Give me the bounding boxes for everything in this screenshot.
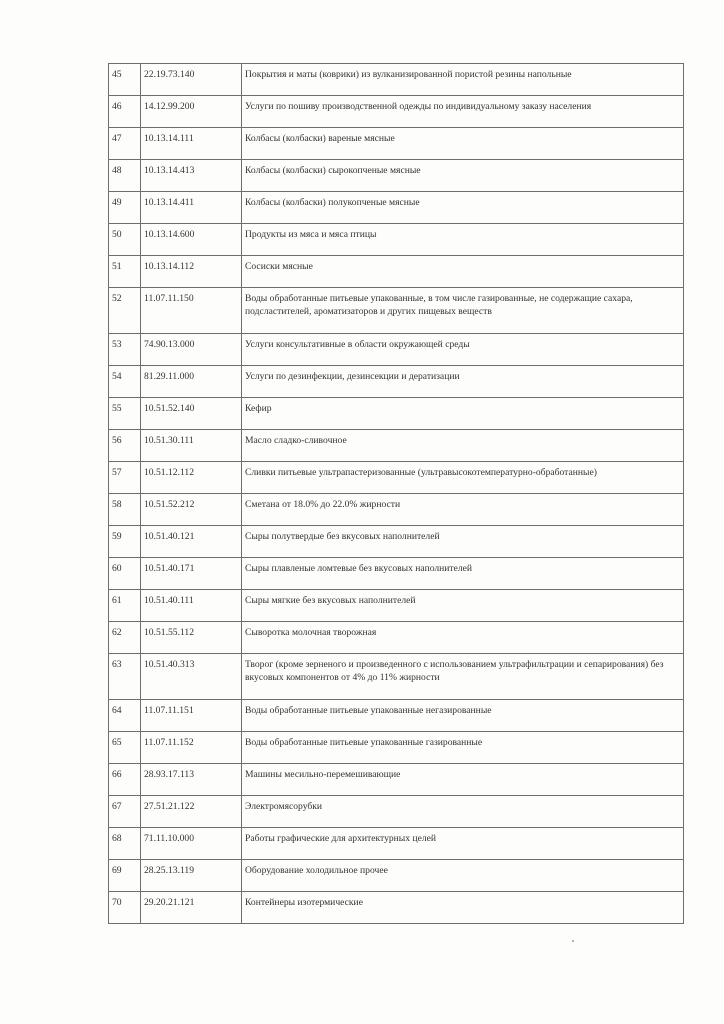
okpd-code-cell: 10.51.40.111 xyxy=(141,590,242,622)
okpd-code-cell: 10.51.40.313 xyxy=(141,654,242,700)
item-name-cell: Сливки питьевые ультрапастеризованные (ультравысокотемпературно-обработанные) xyxy=(242,462,684,494)
row-number-cell: 49 xyxy=(109,192,141,224)
table-row xyxy=(109,288,684,334)
item-name-cell: Продукты из мяса и мяса птицы xyxy=(242,224,684,256)
item-name-cell: Колбасы (колбаски) сырокопченые мясные xyxy=(242,160,684,192)
item-name-cell: Контейнеры изотермические xyxy=(242,892,684,924)
item-name-cell: Творог (кроме зерненого и произведенного с использованием ультрафильтрации и сепарирования) без вкусовых компонентов от 4% до 11% жирности xyxy=(242,654,684,700)
item-name-cell: Сыры мягкие без вкусовых наполнителей xyxy=(242,590,684,622)
item-name-cell: Услуги по пошиву производственной одежды по индивидуальному заказу населения xyxy=(242,96,684,128)
row-number-cell: 67 xyxy=(109,796,141,828)
okpd-code-cell: 22.19.73.140 xyxy=(141,64,242,96)
table-row xyxy=(109,860,684,892)
okpd-code-cell: 11.07.11.151 xyxy=(141,700,242,732)
table-row xyxy=(109,462,684,494)
okpd-code-cell: 10.51.55.112 xyxy=(141,622,242,654)
row-number-cell: 45 xyxy=(109,64,141,96)
item-name-cell: Электромясорубки xyxy=(242,796,684,828)
okpd-code-cell: 10.51.30.111 xyxy=(141,430,242,462)
item-name-cell: Сметана от 18.0% до 22.0% жирности xyxy=(242,494,684,526)
table-row xyxy=(109,558,684,590)
row-number-cell: 57 xyxy=(109,462,141,494)
table-row xyxy=(109,160,684,192)
item-name-cell: Машины месильно-перемешивающие xyxy=(242,764,684,796)
row-number-cell: 55 xyxy=(109,398,141,430)
table-row xyxy=(109,892,684,924)
okpd-code-cell: 10.51.52.140 xyxy=(141,398,242,430)
row-number-cell: 47 xyxy=(109,128,141,160)
item-name-cell: Колбасы (колбаски) вареные мясные xyxy=(242,128,684,160)
item-name-cell: Сыворотка молочная творожная xyxy=(242,622,684,654)
scan-speck xyxy=(572,940,574,942)
row-number-cell: 58 xyxy=(109,494,141,526)
row-number-cell: 54 xyxy=(109,366,141,398)
table-row xyxy=(109,796,684,828)
okpd-code-cell: 27.51.21.122 xyxy=(141,796,242,828)
item-name-cell: Кефир xyxy=(242,398,684,430)
table-row xyxy=(109,96,684,128)
okpd-code-cell: 81.29.11.000 xyxy=(141,366,242,398)
table-row xyxy=(109,700,684,732)
row-number-cell: 68 xyxy=(109,828,141,860)
okpd-code-cell: 28.93.17.113 xyxy=(141,764,242,796)
table-row xyxy=(109,654,684,700)
okpd-code-cell: 74.90.13.000 xyxy=(141,334,242,366)
table-row xyxy=(109,192,684,224)
table-row xyxy=(109,590,684,622)
table-row xyxy=(109,256,684,288)
item-name-cell: Воды обработанные питьевые упакованные, в том числе газированные, не содержащие сахара, подсластителей, ароматизаторов и других пищевых веществ xyxy=(242,288,684,334)
okpd-code-cell: 10.13.14.111 xyxy=(141,128,242,160)
okpd-code-cell: 10.51.40.171 xyxy=(141,558,242,590)
item-name-cell: Воды обработанные питьевые упакованные газированные xyxy=(242,732,684,764)
table-row xyxy=(109,224,684,256)
item-name-cell: Масло сладко-сливочное xyxy=(242,430,684,462)
row-number-cell: 52 xyxy=(109,288,141,334)
row-number-cell: 48 xyxy=(109,160,141,192)
table-row xyxy=(109,398,684,430)
row-number-cell: 61 xyxy=(109,590,141,622)
table-row xyxy=(109,526,684,558)
item-name-cell: Сосиски мясные xyxy=(242,256,684,288)
item-name-cell: Услуги по дезинфекции, дезинсекции и дератизации xyxy=(242,366,684,398)
row-number-cell: 53 xyxy=(109,334,141,366)
item-name-cell: Услуги консультативные в области окружающей среды xyxy=(242,334,684,366)
okpd-code-cell: 10.51.40.121 xyxy=(141,526,242,558)
table-row xyxy=(109,494,684,526)
table-row xyxy=(109,64,684,96)
table-row xyxy=(109,430,684,462)
row-number-cell: 64 xyxy=(109,700,141,732)
okpd-code-cell: 11.07.11.152 xyxy=(141,732,242,764)
row-number-cell: 65 xyxy=(109,732,141,764)
okpd-code-cell: 10.51.52.212 xyxy=(141,494,242,526)
table-body xyxy=(109,64,684,924)
okpd-code-cell: 14.12.99.200 xyxy=(141,96,242,128)
okpd-code-cell: 10.13.14.600 xyxy=(141,224,242,256)
row-number-cell: 50 xyxy=(109,224,141,256)
table-row xyxy=(109,828,684,860)
table-row xyxy=(109,334,684,366)
item-name-cell: Работы графические для архитектурных целей xyxy=(242,828,684,860)
table-row xyxy=(109,128,684,160)
item-name-cell: Воды обработанные питьевые упакованные негазированные xyxy=(242,700,684,732)
table-row xyxy=(109,732,684,764)
row-number-cell: 60 xyxy=(109,558,141,590)
okpd-codes-table xyxy=(108,63,684,924)
okpd-code-cell: 11.07.11.150 xyxy=(141,288,242,334)
row-number-cell: 51 xyxy=(109,256,141,288)
row-number-cell: 59 xyxy=(109,526,141,558)
table-row xyxy=(109,764,684,796)
table-row xyxy=(109,622,684,654)
row-number-cell: 46 xyxy=(109,96,141,128)
item-name-cell: Покрытия и маты (коврики) из вулканизированной пористой резины напольные xyxy=(242,64,684,96)
row-number-cell: 70 xyxy=(109,892,141,924)
okpd-code-cell: 28.25.13.119 xyxy=(141,860,242,892)
item-name-cell: Сыры плавленые ломтевые без вкусовых наполнителей xyxy=(242,558,684,590)
item-name-cell: Колбасы (колбаски) полукопченые мясные xyxy=(242,192,684,224)
row-number-cell: 69 xyxy=(109,860,141,892)
row-number-cell: 56 xyxy=(109,430,141,462)
item-name-cell: Сыры полутвердые без вкусовых наполнителей xyxy=(242,526,684,558)
okpd-code-cell: 10.13.14.112 xyxy=(141,256,242,288)
item-name-cell: Оборудование холодильное прочее xyxy=(242,860,684,892)
okpd-code-cell: 10.13.14.413 xyxy=(141,160,242,192)
table-row xyxy=(109,366,684,398)
row-number-cell: 66 xyxy=(109,764,141,796)
okpd-code-cell: 10.13.14.411 xyxy=(141,192,242,224)
okpd-code-cell: 10.51.12.112 xyxy=(141,462,242,494)
okpd-code-cell: 71.11.10.000 xyxy=(141,828,242,860)
okpd-code-cell: 29.20.21.121 xyxy=(141,892,242,924)
row-number-cell: 62 xyxy=(109,622,141,654)
row-number-cell: 63 xyxy=(109,654,141,700)
